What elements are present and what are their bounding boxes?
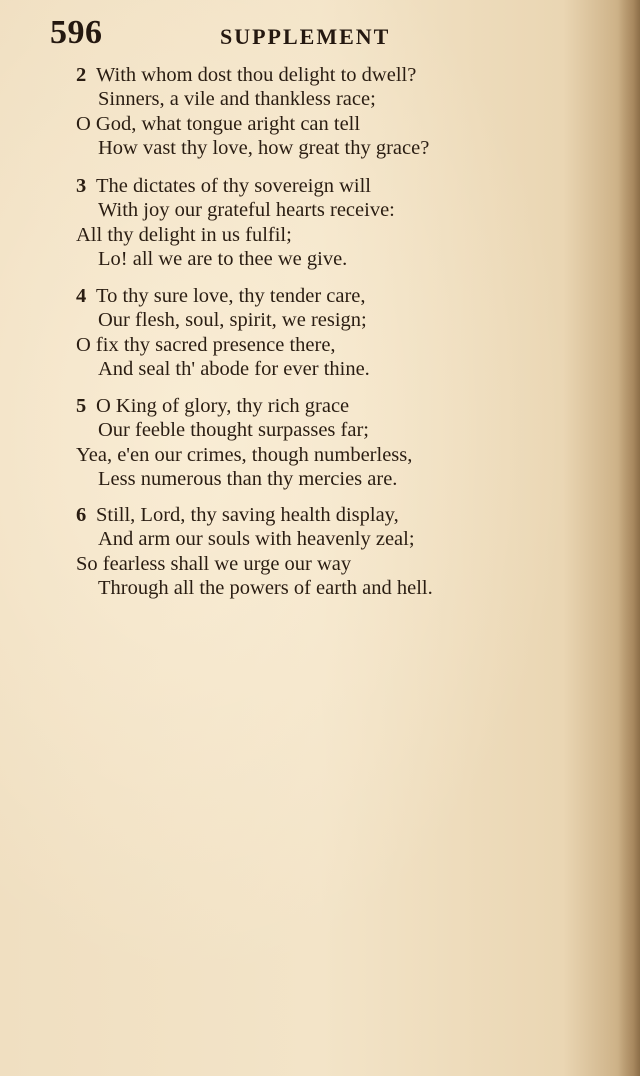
stanza-line [76,418,596,442]
stanza-2 [76,63,596,161]
stanza-line [76,357,596,381]
line-text: Our feeble thought surpasses far; [98,419,369,442]
stanza-number: 4 [76,285,87,307]
line-text: To thy sure love, thy tender care, [96,285,366,307]
stanza-line [76,467,596,491]
stanza-line [76,333,596,357]
stanza-line [76,308,596,332]
line-text: Through all the powers of earth and hell. [98,577,433,600]
stanza-line [76,503,596,527]
stanza-line [76,63,596,87]
stanza-number: 6 [76,504,87,526]
stanza-3 [76,174,596,272]
stanza-line [76,527,596,551]
stanza-number: 3 [76,175,87,197]
stanza-line [76,174,596,198]
line-text: All thy delight in us fulfil; [76,223,292,246]
line-text: Yea, e'en our crimes, though numberless, [76,443,413,466]
line-text: O King of glory, thy rich grace [96,395,350,417]
stanza-6 [76,503,596,601]
running-head: SUPPLEMENT [220,24,391,49]
line-text: Lo! all we are to thee we give. [98,248,348,271]
line-text: How vast thy love, how great thy grace? [98,137,430,160]
stanza-line [76,112,596,136]
stanza-line [76,223,596,247]
line-text: O God, what tongue aright can tell [76,112,361,135]
stanza-line [76,198,596,222]
stanza-number: 5 [76,395,87,417]
line-text: The dictates of thy sovereign will [96,175,371,197]
line-text: With whom dost thou delight to dwell? [96,64,417,86]
page-number: 596 [50,14,103,51]
line-text: Still, Lord, thy saving health display, [96,504,399,526]
line-text: Our flesh, soul, spirit, we resign; [98,309,367,332]
stanza-5 [76,394,596,492]
page-header [50,14,610,58]
stanza-line [76,394,596,418]
line-text: And seal th' abode for ever thine. [98,358,370,381]
page-edge-shadow [618,0,640,1076]
line-text: Less numerous than thy mercies are. [98,468,398,491]
stanza-line [76,247,596,271]
stanza-line [76,136,596,160]
stanza-line [76,284,596,308]
stanza-line [76,443,596,467]
stanza-line [76,576,596,600]
line-text: With joy our grateful hearts receive: [98,199,395,222]
stanza-4 [76,284,596,382]
stanza-line [76,87,596,111]
line-text: So fearless shall we urge our way [76,552,352,575]
stanza-number: 2 [76,64,87,86]
line-text: O fix thy sacred presence there, [76,333,336,356]
line-text: And arm our souls with heavenly zeal; [98,528,415,551]
line-text: Sinners, a vile and thankless race; [98,88,376,111]
stanza-line [76,552,596,576]
